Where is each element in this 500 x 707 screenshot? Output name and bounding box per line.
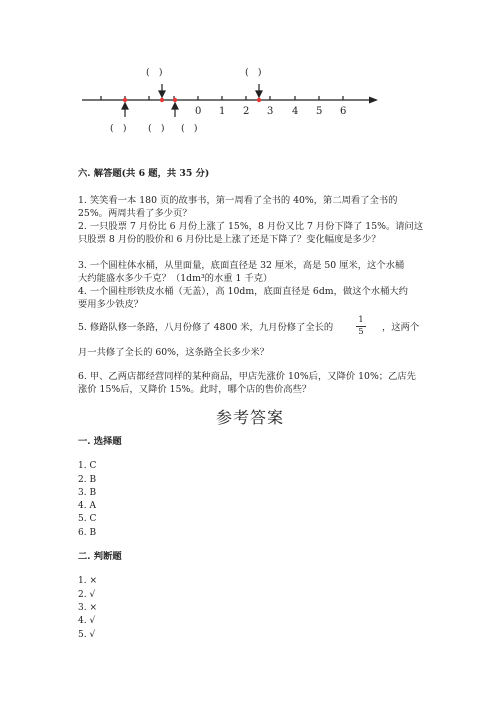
point-marker (257, 98, 261, 102)
point-marker (160, 98, 164, 102)
question-5-line-1-end: ，这两个 (382, 322, 420, 333)
tick-label: 4 (292, 106, 299, 117)
question-4-line-2: 要用多少铁皮？ (78, 299, 144, 310)
answer-item: 2. √ (78, 590, 96, 600)
blank-bottom-3: ( ) (181, 123, 198, 134)
tick-label: 6 (340, 106, 347, 117)
question-1-line-1: 1. 笑笑看一本 180 页的故事书，第一周看了全书的 40%，第二周看了全书的 (78, 195, 398, 206)
answers-part1-heading: 一. 选择题 (78, 436, 122, 447)
answers-title: 参考答案 (215, 408, 284, 427)
tick-label: 1 (219, 106, 226, 117)
question-5-line-2: 月一共修了全长的 60%，这条路全长多少米？ (78, 347, 269, 358)
blank-bottom-1: ( ) (110, 123, 127, 134)
blank-top-2: ( ) (245, 67, 262, 78)
answer-item: 5. C (78, 514, 97, 524)
answer-item: 3. × (78, 603, 97, 613)
answer-item: 4. A (78, 501, 96, 511)
answer-item: 1. C (78, 461, 97, 471)
tick-label: 5 (316, 106, 323, 117)
tick-label: 2 (243, 106, 250, 117)
answer-item: 2. B (78, 475, 97, 485)
question-2-line-1: 2. 一只股票 7 月份比 6 月份上涨了 15%，8 月份又比 7 月份下降了 15%。请问这 (78, 221, 424, 232)
answer-item: 3. B (78, 488, 97, 498)
answer-item: 4. √ (78, 616, 96, 626)
question-4-line-1: 4. 一个圆柱形铁皮水桶（无盖），高 10dm，底面直径是 6dm，做这个水桶大约 (78, 286, 408, 297)
section-heading: 六. 解答题(共 6 题，共 35 分) (78, 168, 210, 179)
question-6-line-1: 6. 甲、乙两店都经营同样的某种商品，甲店先涨价 10%后，又降价 10%；乙店先 (78, 371, 416, 382)
question-3-line-1: 3. 一个圆柱体水桶，从里面量，底面直径是 32 厘米，高是 50 厘米，这个水桶 (78, 260, 405, 271)
question-1-line-2: 25%。两周共看了多少页？ (78, 208, 192, 219)
answer-item: 1. × (78, 576, 97, 586)
question-2-line-2: 只股票 8 月份的股价和 6 月份比是上涨了还是下降了？变化幅度是多少？ (78, 234, 381, 245)
answers-part2-heading: 二. 判断题 (78, 551, 122, 562)
blank-bottom-2: ( ) (148, 123, 165, 134)
tick-label: 0 (195, 106, 202, 117)
blank-top-1: ( ) (146, 67, 163, 78)
question-5-line-1: 5. 修路队修一条路，八月份修了 4800 米，九月份修了全长的 (78, 322, 334, 333)
point-marker (123, 98, 127, 102)
fraction-numerator: 1 (358, 315, 364, 325)
fraction-denominator: 5 (358, 327, 364, 337)
question-6-line-2: 涨价 15%后，又降价 15%。此时，哪个店的售价高些？ (78, 384, 312, 395)
point-marker (173, 98, 177, 102)
fraction-one-fifth (355, 316, 367, 337)
answer-item: 5. √ (78, 630, 96, 640)
answer-item: 6. B (78, 528, 97, 538)
tick-label: 3 (267, 106, 274, 117)
question-3-line-2: 大约能盛水多少千克？（1dm³的水重 1 千克） (78, 273, 273, 284)
